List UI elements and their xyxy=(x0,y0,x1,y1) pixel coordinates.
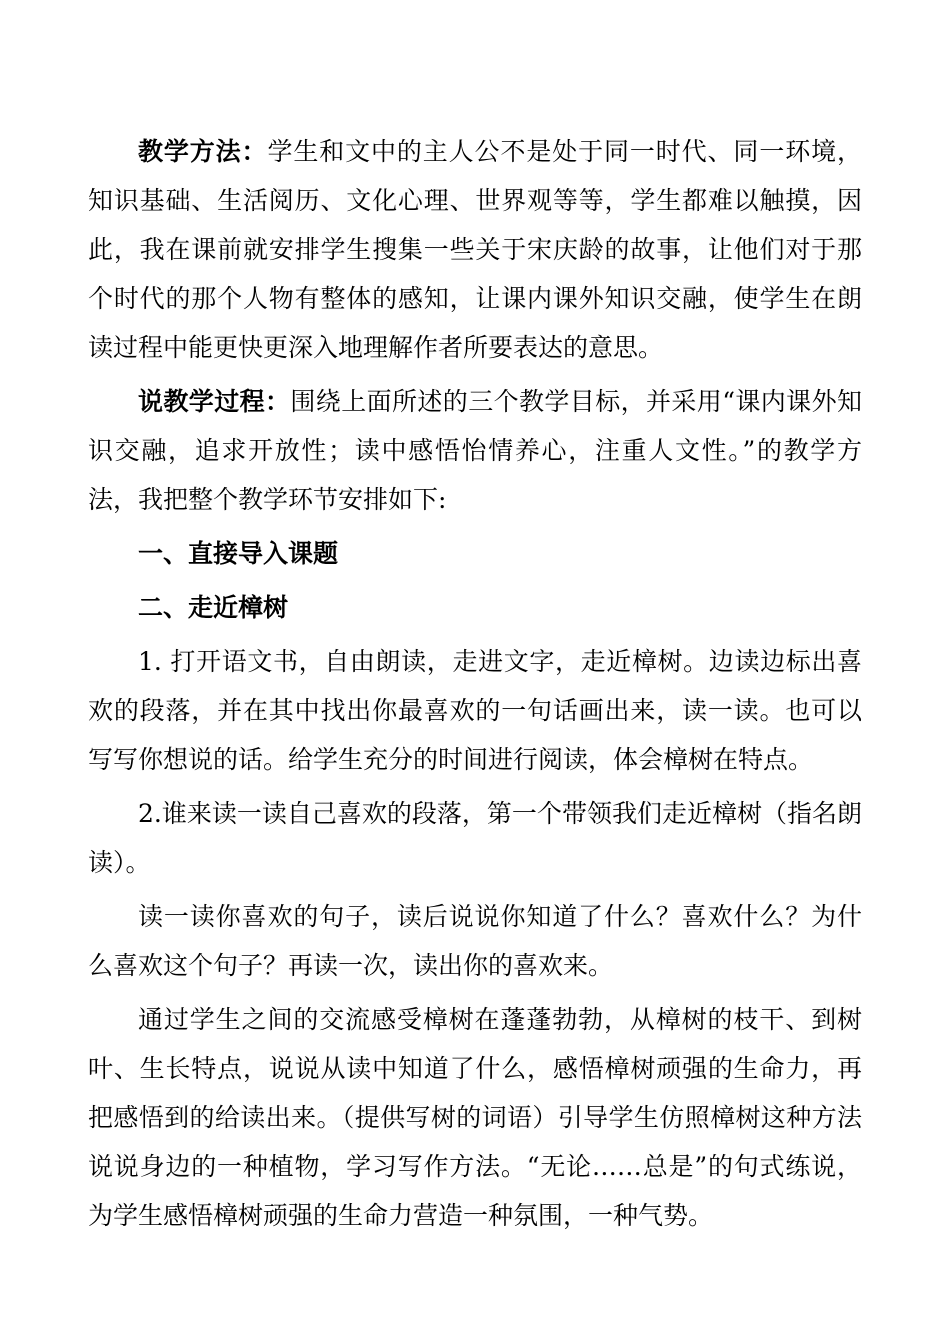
step-1-paragraph: 1. 打开语文书，自由朗读，走进文字，走近樟树。边读边标出喜欢的段落，并在其中找出你最喜欢的一句话画出来，读一读。也可以写写你想说的话。给学生充分的时间进行阅读，体会樟树在特点。 xyxy=(88,647,862,774)
teaching-process-paragraph xyxy=(88,377,862,524)
teaching-process-text: 围绕上面所述的三个教学目标，并采用“课内课外知识交融，追求开放性；读中感悟怡情养心，注重人文性。”的教学方法，我把整个教学环节安排如下: xyxy=(88,387,862,514)
section-heading-2: 二、走近樟树 xyxy=(138,593,289,622)
section-heading-1: 一、直接导入课题 xyxy=(138,539,339,568)
document-page xyxy=(88,127,862,1245)
teaching-process-label: 说教学过程： xyxy=(138,387,291,416)
exchange-paragraph: 通过学生之间的交流感受樟树在蓬蓬勃勃，从樟树的枝干、到树叶、生长特点，说说从读中知道了什么，感悟樟树顽强的生命力，再把感悟到的给读出来。（提供写树的词语）引导学生仿照樟树这种方法说说身边的一种植物，学习写作方法。“无论……总是”的句式练说，为学生感悟樟树顽强的生命力营造一种氛围，一种气势。 xyxy=(88,1005,862,1230)
teaching-method-label: 教学方法： xyxy=(138,137,268,166)
teaching-method-text: 学生和文中的主人公不是处于同一时代、同一环境，知识基础、生活阅历、文化心理、世界观等等，学生都难以触摸，因此，我在课前就安排学生搜集一些关于宋庆龄的故事，让他们对于那个时代的那个人物有整体的感知，让课内课外知识交融，使学生在朗读过程中能更快更深入地理解作者所要表达的意思。 xyxy=(88,137,862,362)
teaching-method-paragraph xyxy=(88,127,862,372)
step-2-paragraph: 2.谁来读一读自己喜欢的段落，第一个带领我们走近樟树（指名朗读）。 xyxy=(88,799,862,877)
reading-paragraph: 读一读你喜欢的句子，读后说说你知道了什么？喜欢什么？为什么喜欢这个句子？再读一次，读出你的喜欢来。 xyxy=(88,902,862,980)
